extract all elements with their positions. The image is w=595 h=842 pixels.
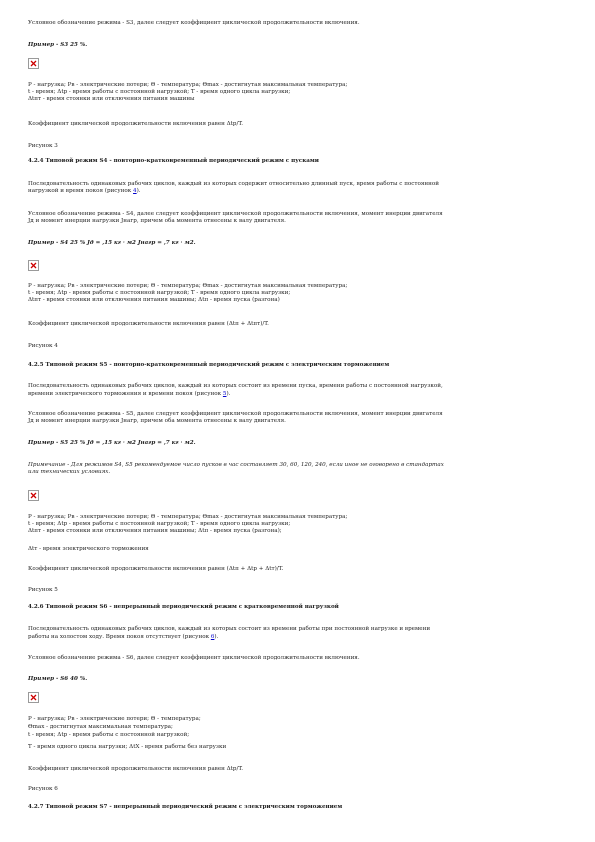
figure-5-link[interactable]: 5 — [222, 391, 227, 397]
s5-condition-line-1: Условное обозначение режима - S5, далее следует коэффициент циклической продолжительности включения, момент инерции двигателя — [28, 411, 443, 417]
s5-legend-line-1: P - нагрузка; Pв - электрические потери; Θ - температура; Θmax - достигнутая максимальная температура; — [28, 514, 348, 520]
s5-coefficient: Коэффициент циклической продолжительности включения равен (Δtп + Δtp + Δtт)/T. — [28, 566, 284, 572]
s4-description-end: ). — [136, 188, 141, 194]
note-line-1: Примечание - Для режимов S4, S5 рекомендуемое число пусков в час составляет 30, 60, 120, 240, если иное не оговорено в стандартах — [28, 462, 444, 468]
s3-legend-line-1: P - нагрузка; Pв - электрические потери; Θ - температура; Θmax - достигнутая максимальная температура; — [28, 82, 348, 88]
s5-condition-line-2: Jд и момент инерции нагрузки Jнагр, причем оба момента отнесены к валу двигателя. — [28, 418, 286, 424]
s3-legend-line-2: t - время; Δtp - время работы с постоянной нагрузкой; T - время одного цикла нагрузки; — [28, 89, 291, 95]
s5-legend-line-3: Δtпт - время стоянки или отключения питания машины; Δtп - время пуска (разгона); — [28, 528, 282, 534]
figure-4-link[interactable]: 4 — [133, 188, 137, 194]
s3-coefficient: Коэффициент циклической продолжительности включения равен Δtp/T. — [28, 121, 244, 127]
s4-condition-line-2: Jд и момент инерции нагрузки Jнагр, причем оба момента отнесены к валу двигателя. — [28, 218, 286, 224]
s6-example: Пример - S6 40 %. — [28, 676, 88, 682]
s5-description-end: ). — [226, 391, 231, 397]
s5-description-line-2 — [28, 391, 568, 398]
section-heading-4-2-6: 4.2.6 Типовой режим S6 - непрерывный периодический режим с кратковременной нагрузкой — [28, 604, 339, 610]
s5-description-line-1: Последовательность одинаковых рабочих циклов, каждый из которых состоит из времени пуска, времени работы с постоянной нагрузкой, — [28, 383, 443, 389]
figure-caption-4: Рисунок 4 — [28, 343, 58, 349]
s4-coefficient: Коэффициент циклической продолжительности включения равен (Δtп + Δtпт)/T. — [28, 321, 269, 327]
s4-description-text: нагрузкой и время покоя (рисунок — [28, 188, 134, 194]
s3-condition: Условное обозначение режима - S3, далее следует коэффициент циклической продолжительности включения. — [28, 20, 360, 26]
figure-caption-6: Рисунок 6 — [28, 786, 58, 792]
s4-condition-line-1: Условное обозначение режима - S4, далее следует коэффициент циклической продолжительности включения, момент инерции двигателя — [28, 211, 443, 217]
note-line-2: или технических условиях. — [28, 469, 111, 475]
s3-example: Пример - S3 25 %. — [28, 42, 88, 48]
s6-condition: Условное обозначение режима - S6, далее следует коэффициент циклической продолжительности включения. — [28, 655, 360, 661]
s6-legend-line-4: T - время одного цикла нагрузки; ΔtХ - время работы без нагрузки — [28, 744, 227, 750]
s4-description-line-2 — [28, 188, 568, 195]
broken-image-icon[interactable] — [28, 260, 39, 271]
figure-6-link[interactable]: 6 — [210, 634, 215, 640]
broken-image-icon[interactable] — [28, 692, 39, 703]
s4-example: Пример - S4 25 % Jд = ,15 кг · м2 Jнагр = ,7 кг · м2. — [28, 240, 196, 246]
s4-legend-line-3: Δtпт - время стоянки или отключения питания машины; Δtп - время пуска (разгона) — [28, 297, 280, 303]
broken-image-icon[interactable] — [28, 58, 39, 69]
s6-description-text: работы на холостом ходу. Время покоя отсутствует (рисунок — [28, 634, 211, 640]
figure-caption-5: Рисунок 5 — [28, 587, 58, 593]
s6-legend-line-2: Θmax - достигнутая максимальная температура; — [28, 724, 173, 730]
s6-description-line-2 — [28, 634, 568, 641]
figure-caption-3: Рисунок 3 — [28, 143, 58, 149]
section-heading-4-2-7: 4.2.7 Типовой режим S7 - непрерывный периодический режим с электрическим торможением — [28, 804, 343, 810]
s5-description-text: времени электрического торможения и времени покоя (рисунок — [28, 391, 223, 397]
broken-image-icon[interactable] — [28, 490, 39, 501]
s4-legend-line-1: P - нагрузка; Pв - электрические потери; Θ - температура; Θmax - достигнутая максимальная температура; — [28, 283, 348, 289]
s4-description-line-1: Последовательность одинаковых рабочих циклов, каждый из которых содержит относительно длинный пуск, время работы с постоянной — [28, 181, 439, 187]
s6-description-line-1: Последовательность одинаковых рабочих циклов, каждый из которых состоит из времени работы при постоянной нагрузке и времени — [28, 626, 431, 632]
s6-legend-line-3: t - время; Δtp - время работы с постоянной нагрузкой; — [28, 732, 190, 738]
s6-description-end: ). — [214, 634, 219, 640]
s5-example: Пример - S5 25 % Jд = ,15 кг · м2 Jнагр = ,7 кг · м2. — [28, 440, 196, 446]
s6-legend-line-1: P - нагрузка; Pв - электрические потери; Θ - температура; — [28, 716, 201, 722]
s6-coefficient: Коэффициент циклической продолжительности включения равен Δtp/T. — [28, 766, 244, 772]
section-heading-4-2-4: 4.2.4 Типовой режим S4 - повторно-кратковременный периодический режим с пусками — [28, 158, 319, 164]
section-heading-4-2-5: 4.2.5 Типовой режим S5 - повторно-кратковременный периодический режим с электрическим торможением — [28, 362, 390, 368]
s4-legend-line-2: t - время; Δtp - время работы с постоянной нагрузкой; T - время одного цикла нагрузки; — [28, 290, 291, 296]
s5-legend-line-2: t - время; Δtp - время работы с постоянной нагрузкой; T - время одного цикла нагрузки; — [28, 521, 291, 527]
s3-legend-line-3: Δtпт - время стоянки или отключения питания машины — [28, 96, 195, 102]
s5-legend-line-4: Δtт - время электрического торможения — [28, 546, 149, 552]
